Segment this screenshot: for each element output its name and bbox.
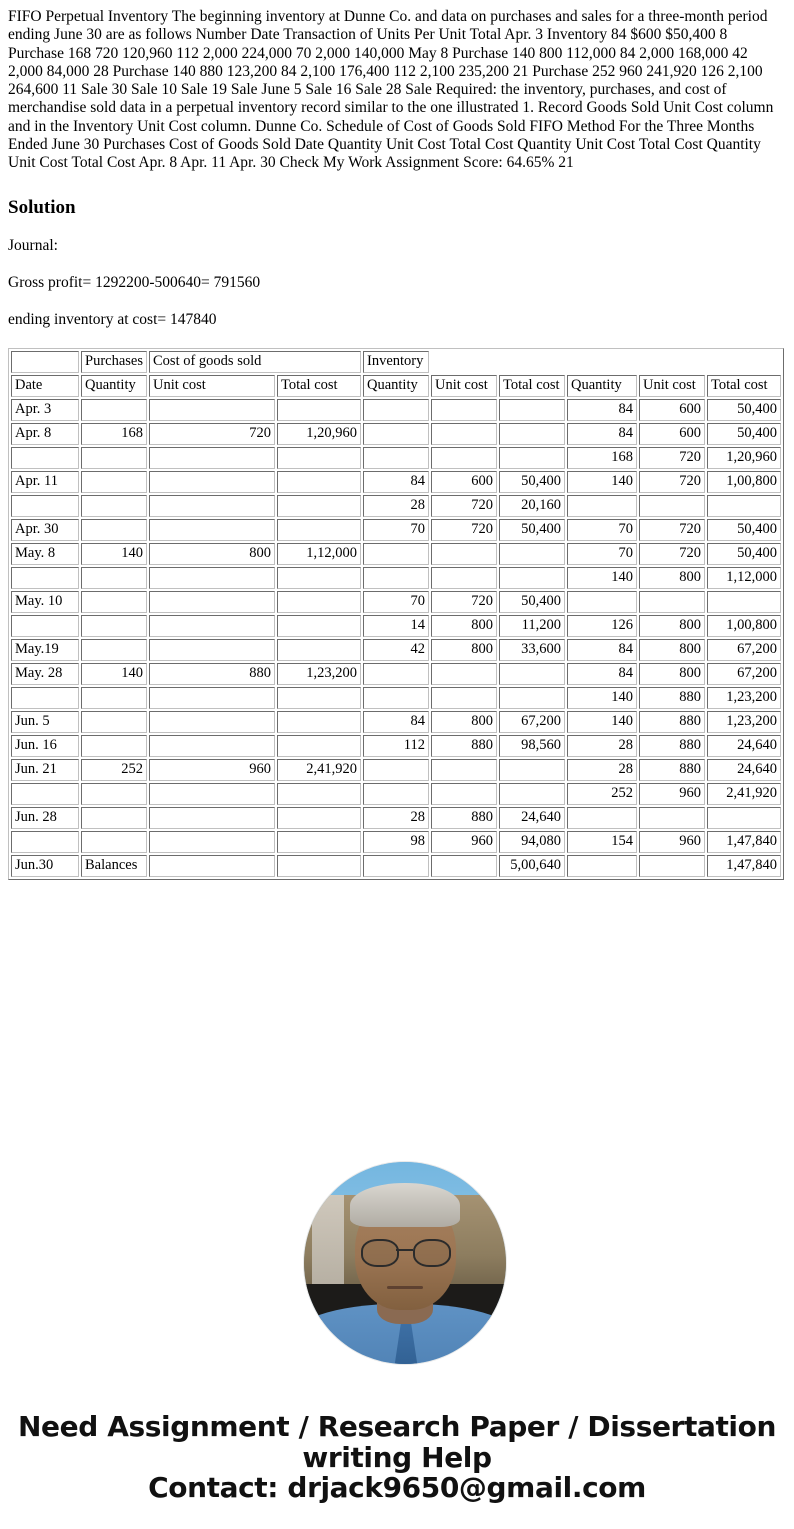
- table-cell-empty: [277, 687, 361, 709]
- table-cell: 800: [431, 639, 497, 661]
- table-cell: 800: [431, 615, 497, 637]
- table-group: [11, 543, 781, 589]
- table-cell: 880: [431, 807, 497, 829]
- table-cell-empty: [277, 471, 361, 493]
- table-cell-empty: [567, 807, 637, 829]
- table-row: [11, 399, 781, 421]
- table-cell-empty: [363, 399, 429, 421]
- table-cell-empty: [11, 831, 79, 853]
- col-header-inventory-total-cost: Total cost: [707, 375, 781, 397]
- table-cell: 252: [81, 759, 147, 781]
- table-cell-empty: [81, 615, 147, 637]
- table-group: [11, 399, 781, 421]
- table-cell: 800: [639, 615, 705, 637]
- table-cell-empty: [499, 663, 565, 685]
- table-row: [11, 495, 781, 517]
- table-cell: 960: [639, 783, 705, 805]
- table-cell-empty: [499, 543, 565, 565]
- table-cell: 720: [149, 423, 275, 445]
- table-cell-empty: [81, 711, 147, 733]
- table-row: [11, 687, 781, 709]
- table-cell: 2,41,920: [707, 783, 781, 805]
- avatar-photo: [304, 1162, 506, 1364]
- table-cell-empty: [363, 567, 429, 589]
- table-cell: 84: [567, 399, 637, 421]
- group-label-blank: [11, 351, 79, 373]
- table-cell-empty: [499, 687, 565, 709]
- table-cell: Jun. 5: [11, 711, 79, 733]
- table-cell: 140: [567, 471, 637, 493]
- page-content: [0, 8, 794, 1364]
- table-cell-empty: [277, 399, 361, 421]
- table-cell: 1,20,960: [707, 447, 781, 469]
- table-cell: 1,12,000: [707, 567, 781, 589]
- table-cell: 140: [81, 543, 147, 565]
- table-group: [11, 735, 781, 757]
- table-cell: Jun.30: [11, 855, 79, 877]
- table-cell: 24,640: [707, 735, 781, 757]
- col-header-purchases-total-cost: Total cost: [277, 375, 361, 397]
- table-cell: 5,00,640: [499, 855, 565, 877]
- table-cell: 98: [363, 831, 429, 853]
- col-header-cogs-quantity: Quantity: [363, 375, 429, 397]
- table-cell-empty: [567, 591, 637, 613]
- table-cell: 1,23,200: [707, 711, 781, 733]
- table-cell: 1,23,200: [277, 663, 361, 685]
- col-header-date: Date: [11, 375, 79, 397]
- avatar-glasses-right-lens: [413, 1239, 451, 1267]
- table-row: [11, 855, 781, 877]
- table-cell-empty: [277, 735, 361, 757]
- table-cell-empty: [277, 519, 361, 541]
- table-cell-empty: [11, 783, 79, 805]
- table-cell: 28: [363, 495, 429, 517]
- table-cell: 168: [567, 447, 637, 469]
- table-cell-empty: [81, 735, 147, 757]
- table-cell: Jun. 21: [11, 759, 79, 781]
- table-cell-empty: [431, 423, 497, 445]
- table-cell: 50,400: [499, 591, 565, 613]
- table-cell: 140: [567, 711, 637, 733]
- table-cell-empty: [639, 855, 705, 877]
- table-cell: 800: [431, 711, 497, 733]
- table-cell: 1,23,200: [707, 687, 781, 709]
- table-cell-empty: [149, 687, 275, 709]
- table-group: [11, 807, 781, 853]
- group-label-purchases: Purchases: [81, 351, 147, 373]
- table-cell-empty: [149, 639, 275, 661]
- table-group: [11, 711, 781, 733]
- table-row: [11, 615, 781, 637]
- table-cell: 126: [567, 615, 637, 637]
- table-cell: 67,200: [499, 711, 565, 733]
- table-row: [11, 519, 781, 541]
- avatar-container: [8, 1162, 794, 1364]
- table-cell-empty: [499, 447, 565, 469]
- table-cell: 600: [639, 423, 705, 445]
- table-cell: 800: [639, 567, 705, 589]
- journal-label: Journal:: [8, 236, 58, 254]
- table-cell-empty: [149, 615, 275, 637]
- table-cell: 880: [149, 663, 275, 685]
- table-row: [11, 567, 781, 589]
- table-cell-empty: [277, 855, 361, 877]
- table-cell: 140: [81, 663, 147, 685]
- group-label-spacer: [431, 351, 781, 373]
- table-cell: 28: [567, 735, 637, 757]
- table-cell: 50,400: [499, 519, 565, 541]
- table-cell-empty: [639, 591, 705, 613]
- table-cell-empty: [277, 591, 361, 613]
- table-cell: 1,00,800: [707, 471, 781, 493]
- table-cell: May. 10: [11, 591, 79, 613]
- table-cell-empty: [431, 855, 497, 877]
- table-cell: 50,400: [707, 399, 781, 421]
- table-cell: 70: [363, 591, 429, 613]
- table-group: [11, 471, 781, 517]
- col-header-purchases-unit-cost: Unit cost: [149, 375, 275, 397]
- table-row: [11, 663, 781, 685]
- ending-inventory-line: ending inventory at cost= 147840: [8, 311, 217, 329]
- table-group-header: [11, 351, 781, 397]
- table-cell: 880: [431, 735, 497, 757]
- table-cell: 67,200: [707, 663, 781, 685]
- table-cell: 720: [639, 471, 705, 493]
- footer-line-3: Contact: drjack9650@gmail.com: [148, 1470, 646, 1504]
- table-cell-empty: [149, 807, 275, 829]
- table-cell: 24,640: [499, 807, 565, 829]
- table-cell: 960: [149, 759, 275, 781]
- table-cell: 28: [363, 807, 429, 829]
- table-row: [11, 735, 781, 757]
- table-group: [11, 423, 781, 469]
- table-cell: 880: [639, 735, 705, 757]
- table-cell: Apr. 3: [11, 399, 79, 421]
- table-cell: 1,00,800: [707, 615, 781, 637]
- table-cell-empty: [81, 687, 147, 709]
- table-cell: 720: [639, 447, 705, 469]
- table-cell-empty: [277, 807, 361, 829]
- table-cell: 720: [639, 543, 705, 565]
- table-cell: 42: [363, 639, 429, 661]
- group-label-inventory: Inventory: [363, 351, 429, 373]
- table-cell: 84: [567, 639, 637, 661]
- table-cell-empty: [363, 447, 429, 469]
- table-cell: 880: [639, 687, 705, 709]
- table-cell-empty: [363, 783, 429, 805]
- avatar-mouth: [387, 1286, 423, 1289]
- table-cell-empty: [431, 783, 497, 805]
- table-cell-empty: [363, 663, 429, 685]
- table-cell: 168: [81, 423, 147, 445]
- table-cell: 33,600: [499, 639, 565, 661]
- table-cell-empty: [81, 807, 147, 829]
- table-cell-empty: [431, 447, 497, 469]
- table-cell: 84: [567, 423, 637, 445]
- table-cell-empty: [567, 495, 637, 517]
- table-cell-empty: [363, 759, 429, 781]
- table-cell-empty: [707, 495, 781, 517]
- table-row: [11, 471, 781, 493]
- table-cell-empty: [499, 783, 565, 805]
- table-cell: Balances: [81, 855, 147, 877]
- table-cell-empty: [11, 495, 79, 517]
- table-cell: Apr. 30: [11, 519, 79, 541]
- table-cell-empty: [81, 399, 147, 421]
- table-group: [11, 591, 781, 637]
- table-group: [11, 519, 781, 541]
- table-cell: 600: [431, 471, 497, 493]
- table-cell-empty: [431, 759, 497, 781]
- table-cell: 960: [639, 831, 705, 853]
- table-cell: Jun. 28: [11, 807, 79, 829]
- table-cell: 880: [639, 711, 705, 733]
- table-cell: 84: [567, 663, 637, 685]
- table-cell-empty: [81, 519, 147, 541]
- table-row: [11, 831, 781, 853]
- table-cell-empty: [149, 447, 275, 469]
- table-cell: 720: [431, 495, 497, 517]
- table-cell-empty: [81, 783, 147, 805]
- avatar-hair: [350, 1183, 459, 1227]
- table-cell-empty: [639, 495, 705, 517]
- table-cell-empty: [149, 567, 275, 589]
- table-cell-empty: [11, 687, 79, 709]
- table-cell-empty: [81, 567, 147, 589]
- col-header-purchases-quantity: Quantity: [81, 375, 147, 397]
- table-cell: 800: [639, 639, 705, 661]
- table-cell-empty: [149, 519, 275, 541]
- table-cell-empty: [499, 759, 565, 781]
- table-cell-empty: [431, 687, 497, 709]
- table-cell: 2,41,920: [277, 759, 361, 781]
- table-cell-empty: [431, 663, 497, 685]
- table-cell-empty: [149, 495, 275, 517]
- col-header-cogs-total-cost: Total cost: [499, 375, 565, 397]
- gross-profit-line: Gross profit= 1292200-500640= 791560: [8, 273, 261, 291]
- table-cell-empty: [81, 639, 147, 661]
- table-group: [11, 663, 781, 709]
- table-cell-empty: [363, 855, 429, 877]
- col-header-inventory-quantity: Quantity: [567, 375, 637, 397]
- table-cell-empty: [149, 855, 275, 877]
- table-cell-empty: [11, 447, 79, 469]
- table-cell-empty: [149, 471, 275, 493]
- table-cell-empty: [149, 591, 275, 613]
- table-cell: 84: [363, 711, 429, 733]
- table-cell: 50,400: [707, 423, 781, 445]
- table-cell-empty: [11, 615, 79, 637]
- table-cell-empty: [499, 399, 565, 421]
- table-cell: 154: [567, 831, 637, 853]
- table-cell-empty: [363, 687, 429, 709]
- footer-line-1: Need Assignment / Research Paper / Dissertation: [17, 1410, 776, 1444]
- table-cell-empty: [639, 807, 705, 829]
- table-cell: 800: [639, 663, 705, 685]
- table-cell: 84: [363, 471, 429, 493]
- table-cell: 1,20,960: [277, 423, 361, 445]
- table-group: [11, 759, 781, 805]
- table-cell-empty: [149, 711, 275, 733]
- table-cell-empty: [431, 543, 497, 565]
- table-cell: Apr. 8: [11, 423, 79, 445]
- table-row-group-labels: [11, 351, 781, 373]
- table-row: [11, 591, 781, 613]
- table-cell-empty: [81, 831, 147, 853]
- table-row: [11, 639, 781, 661]
- table-group: [11, 639, 781, 661]
- table-cell-empty: [567, 855, 637, 877]
- table-cell-empty: [11, 567, 79, 589]
- table-cell: 28: [567, 759, 637, 781]
- table-cell: 1,12,000: [277, 543, 361, 565]
- table-row: [11, 807, 781, 829]
- table-cell-empty: [277, 783, 361, 805]
- table-cell-empty: [277, 615, 361, 637]
- table-cell: 98,560: [499, 735, 565, 757]
- table-cell-empty: [81, 495, 147, 517]
- table-cell: 50,400: [707, 543, 781, 565]
- table-cell: 50,400: [707, 519, 781, 541]
- table-cell: May.19: [11, 639, 79, 661]
- table-group: [11, 855, 781, 877]
- table-cell: 112: [363, 735, 429, 757]
- table-cell-empty: [277, 567, 361, 589]
- problem-statement: FIFO Perpetual Inventory The beginning inventory at Dunne Co. and data on purchases and sales for a three-month period ending June 30 are as follows Number Date Transaction of Units Per Unit Total Apr. 3 Inventory 84 $600 $50,400 8 Purchase 168 720 120,960 112 2,000 224,000 70 2,000 140,000 May 8 Purchase 140 800 112,000 84 2,000 168,000 42 2,000 84,000 28 Purchase 140 880 123,200 84 2,100 176,400 112 2,100 235,200 21 Purchase 252 960 241,920 126 2,100 264,600 11 Sale 30 Sale 10 Sale 19 Sale June 5 Sale 16 Sale 28 Sale Required: the inventory, purchases, and cost of merchandise sold data in a perpetual inventory record similar to the one illustrated 1. Record Goods Sold Unit Cost column and in the Inventory Unit Cost column. Dunne Co. Schedule of Cost of Goods Sold FIFO Method For the Three Months Ended June 30 Purchases Cost of Goods Sold Date Quantity Unit Cost Total Cost Quantity Unit Cost Total Cost Quantity Unit Cost Total Cost Apr. 8 Apr. 11 Apr. 30 Check My Work Assignment Score: 64.65% 21: [8, 8, 774, 172]
- table-cell: Jun. 16: [11, 735, 79, 757]
- table-cell-empty: [363, 423, 429, 445]
- table-cell: May. 8: [11, 543, 79, 565]
- table-row: [11, 759, 781, 781]
- avatar-glasses-left-lens: [361, 1239, 399, 1267]
- table-cell: 20,160: [499, 495, 565, 517]
- table-cell-empty: [81, 447, 147, 469]
- table-cell-empty: [149, 735, 275, 757]
- table-cell: 252: [567, 783, 637, 805]
- table-cell: 140: [567, 687, 637, 709]
- table-cell: 50,400: [499, 471, 565, 493]
- table-cell: 24,640: [707, 759, 781, 781]
- table-cell: 94,080: [499, 831, 565, 853]
- footer-line-2: writing Help: [302, 1440, 492, 1474]
- table-cell: Apr. 11: [11, 471, 79, 493]
- table-cell-empty: [499, 567, 565, 589]
- table-cell: 70: [567, 543, 637, 565]
- table-cell-empty: [81, 471, 147, 493]
- avatar-glasses-bridge: [396, 1249, 413, 1251]
- table-cell-empty: [363, 543, 429, 565]
- table-cell-empty: [277, 711, 361, 733]
- table-cell-empty: [277, 447, 361, 469]
- table-cell: 70: [567, 519, 637, 541]
- table-cell: 1,47,840: [707, 855, 781, 877]
- table-cell-empty: [277, 495, 361, 517]
- table-cell: 1,47,840: [707, 831, 781, 853]
- table-cell-empty: [149, 399, 275, 421]
- table-row-column-headers: [11, 375, 781, 397]
- table-cell-empty: [149, 783, 275, 805]
- table-cell-empty: [431, 399, 497, 421]
- table-cell: 720: [431, 591, 497, 613]
- solution-heading: Solution: [8, 196, 76, 218]
- table-cell: 720: [431, 519, 497, 541]
- table-row: [11, 447, 781, 469]
- table-cell: 67,200: [707, 639, 781, 661]
- table-cell-empty: [707, 591, 781, 613]
- table-cell: 140: [567, 567, 637, 589]
- table-row: [11, 783, 781, 805]
- group-label-cost-of-goods-sold: Cost of goods sold: [149, 351, 361, 373]
- col-header-cogs-unit-cost: Unit cost: [431, 375, 497, 397]
- table-cell-empty: [149, 831, 275, 853]
- table-cell: 880: [639, 759, 705, 781]
- table-cell: 70: [363, 519, 429, 541]
- footer-call-to-action: [0, 1412, 794, 1529]
- table-cell-empty: [431, 567, 497, 589]
- perpetual-inventory-table: [8, 348, 784, 880]
- table-cell: 11,200: [499, 615, 565, 637]
- table-cell: 800: [149, 543, 275, 565]
- table-cell: 960: [431, 831, 497, 853]
- table-cell-empty: [277, 831, 361, 853]
- table-row: [11, 543, 781, 565]
- table-cell-empty: [707, 807, 781, 829]
- table-cell: 720: [639, 519, 705, 541]
- table-cell-empty: [81, 591, 147, 613]
- table-cell-empty: [277, 639, 361, 661]
- col-header-inventory-unit-cost: Unit cost: [639, 375, 705, 397]
- table-cell: 600: [639, 399, 705, 421]
- table-cell: May. 28: [11, 663, 79, 685]
- table-cell: 14: [363, 615, 429, 637]
- table-row: [11, 711, 781, 733]
- table-row: [11, 423, 781, 445]
- table-cell-empty: [499, 423, 565, 445]
